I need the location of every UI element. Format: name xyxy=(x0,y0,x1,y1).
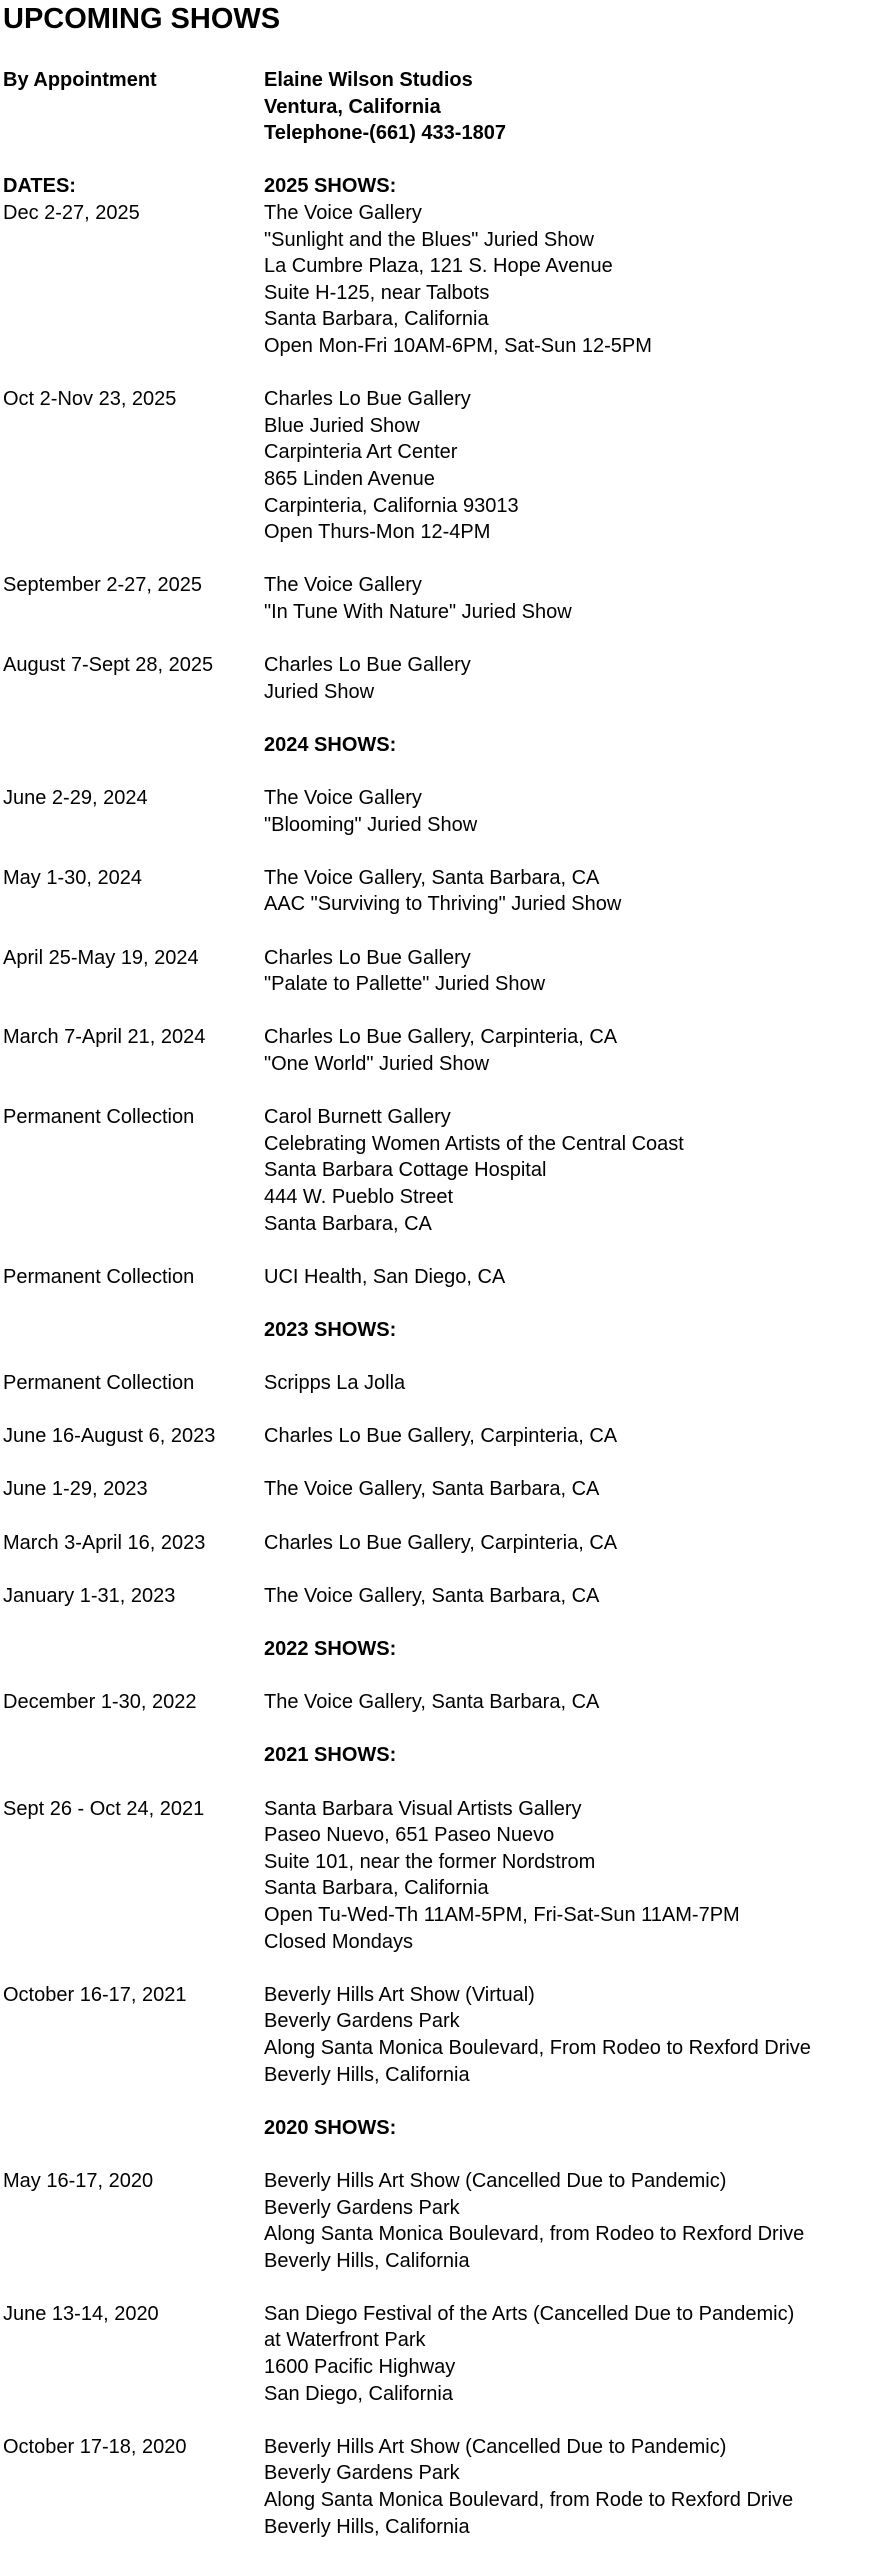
show-entry xyxy=(3,652,873,705)
spacer xyxy=(3,1078,873,1105)
show-entry xyxy=(3,785,873,838)
date-cell: December 1-30, 2022 xyxy=(3,1691,197,1714)
date-cell: September 2-27, 2025 xyxy=(3,574,203,597)
details-cell xyxy=(264,2434,873,2540)
show-entry xyxy=(3,1689,873,1716)
details-cell xyxy=(264,1982,873,2088)
detail-line: Closed Mondays xyxy=(264,1930,413,1953)
detail-line: Paseo Nuevo, 651 Paseo Nuevo xyxy=(264,1824,555,1847)
details-cell xyxy=(264,1370,873,1397)
spacer xyxy=(3,1344,873,1371)
details-cell xyxy=(264,2115,873,2142)
detail-line: Beverly Gardens Park xyxy=(264,2196,460,2219)
show-entry xyxy=(3,2434,873,2540)
date-cell: June 16-August 6, 2023 xyxy=(3,1425,216,1448)
detail-line: Blue Juried Show xyxy=(264,414,420,437)
show-entry xyxy=(3,2168,873,2274)
detail-line: "Sunlight and the Blues" Juried Show xyxy=(264,228,594,251)
contact-line: Telephone-(661) 433-1807 xyxy=(264,122,506,145)
detail-line: The Voice Gallery xyxy=(264,574,422,597)
spacer xyxy=(3,147,873,174)
section-heading-row xyxy=(3,2115,873,2142)
details-cell xyxy=(264,945,873,998)
detail-line: Santa Barbara, California xyxy=(264,1877,489,1900)
detail-line: Charles Lo Bue Gallery xyxy=(264,654,471,677)
spacer xyxy=(3,625,873,652)
spacer xyxy=(3,705,873,732)
detail-line: "Palate to Pallette" Juried Show xyxy=(264,973,546,996)
date-cell: Sept 26 - Oct 24, 2021 xyxy=(3,1797,205,1820)
date-cell: October 16-17, 2021 xyxy=(3,1983,187,2006)
detail-line: Beverly Hills Art Show (Cancelled Due to Pandemic) xyxy=(264,2435,727,2458)
detail-line: at Waterfront Park xyxy=(264,2329,426,2352)
spacer xyxy=(3,2141,873,2168)
date-cell: Permanent Collection xyxy=(3,1106,195,1129)
section-heading-row xyxy=(3,1317,873,1344)
spacer xyxy=(3,2274,873,2301)
detail-line: The Voice Gallery, Santa Barbara, CA xyxy=(264,1478,600,1501)
details-cell xyxy=(264,2168,873,2274)
show-entry xyxy=(3,1024,873,1077)
spacer xyxy=(3,1397,873,1424)
date-cell: January 1-31, 2023 xyxy=(3,1584,176,1607)
spacer xyxy=(3,2407,873,2434)
spacer xyxy=(3,1609,873,1636)
spacer xyxy=(3,838,873,865)
section-heading: 2022 SHOWS: xyxy=(264,1638,397,1661)
detail-line: Charles Lo Bue Gallery, Carpinteria, CA xyxy=(264,1425,618,1448)
detail-line: San Diego, California xyxy=(264,2382,453,2405)
show-entry xyxy=(3,1476,873,1503)
detail-line: Along Santa Monica Boulevard, from Rode to Rexford Drive xyxy=(264,2489,794,2512)
show-entry xyxy=(3,1264,873,1291)
section-heading: 2020 SHOWS: xyxy=(264,2116,397,2139)
spacer xyxy=(3,546,873,573)
details-cell xyxy=(264,652,873,705)
details-cell xyxy=(264,1636,873,1663)
detail-line: Carpinteria, California 93013 xyxy=(264,494,519,517)
show-entry xyxy=(3,386,873,546)
details-cell xyxy=(264,1476,873,1503)
spacer xyxy=(3,1663,873,1690)
detail-line: Juried Show xyxy=(264,680,375,703)
spacer xyxy=(3,2088,873,2115)
section-heading: 2021 SHOWS: xyxy=(264,1744,397,1767)
section-heading: 2023 SHOWS: xyxy=(264,1318,397,1341)
date-cell: August 7-Sept 28, 2025 xyxy=(3,654,214,677)
spacer xyxy=(3,1716,873,1743)
date-cell: Oct 2-Nov 23, 2025 xyxy=(3,388,177,411)
details-cell xyxy=(264,1689,873,1716)
detail-line: "Blooming" Juried Show xyxy=(264,813,478,836)
detail-line: Charles Lo Bue Gallery, Carpinteria, CA xyxy=(264,1531,618,1554)
details-cell xyxy=(264,1024,873,1077)
detail-line: Beverly Gardens Park xyxy=(264,2462,460,2485)
show-entry xyxy=(3,1370,873,1397)
spacer xyxy=(3,998,873,1025)
shows-list xyxy=(3,67,873,2567)
detail-line: The Voice Gallery xyxy=(264,787,422,810)
detail-line: Santa Barbara Cottage Hospital xyxy=(264,1159,547,1182)
details-cell xyxy=(264,200,873,360)
detail-line: Suite 101, near the former Nordstrom xyxy=(264,1850,596,1873)
contact-block xyxy=(3,67,873,147)
section-heading: 2025 SHOWS: xyxy=(264,175,397,198)
show-entry xyxy=(3,1796,873,1956)
details-cell xyxy=(264,173,873,200)
show-entry xyxy=(3,865,873,918)
detail-line: The Voice Gallery, Santa Barbara, CA xyxy=(264,1691,600,1714)
detail-line: "In Tune With Nature" Juried Show xyxy=(264,600,572,623)
spacer xyxy=(3,1769,873,1796)
detail-line: Charles Lo Bue Gallery, Carpinteria, CA xyxy=(264,1026,618,1049)
show-entry xyxy=(3,1423,873,1450)
show-entry xyxy=(3,572,873,625)
detail-line: Beverly Gardens Park xyxy=(264,2010,460,2033)
date-cell: DATES: xyxy=(3,175,76,198)
detail-line: Celebrating Women Artists of the Central Coast xyxy=(264,1132,684,1155)
detail-line: Open Thurs-Mon 12-4PM xyxy=(264,521,491,544)
date-cell: Dec 2-27, 2025 xyxy=(3,201,140,224)
details-cell xyxy=(264,2301,873,2407)
section-heading-row xyxy=(3,1636,873,1663)
date-cell: March 7-April 21, 2024 xyxy=(3,1026,206,1049)
detail-line: Beverly Hills, California xyxy=(264,2515,470,2538)
date-cell: October 17-18, 2020 xyxy=(3,2435,187,2458)
date-cell: Permanent Collection xyxy=(3,1372,195,1395)
details-cell xyxy=(264,1264,873,1291)
detail-line: AAC "Surviving to Thriving" Juried Show xyxy=(264,893,622,916)
details-cell xyxy=(264,572,873,625)
detail-line: Carpinteria Art Center xyxy=(264,441,458,464)
page-title: UPCOMING SHOWS xyxy=(3,3,281,35)
date-cell: May 16-17, 2020 xyxy=(3,2169,154,2192)
detail-line: Carol Burnett Gallery xyxy=(264,1106,451,1129)
details-cell xyxy=(264,1104,873,1237)
details-cell xyxy=(264,1796,873,1956)
details-cell xyxy=(264,865,873,918)
section-heading-row xyxy=(3,1742,873,1769)
spacer xyxy=(3,360,873,387)
show-entry xyxy=(3,1583,873,1610)
date-cell: Permanent Collection xyxy=(3,1265,195,1288)
date-cell: May 1-30, 2024 xyxy=(3,866,142,889)
details-cell xyxy=(264,1423,873,1450)
detail-line: Beverly Hills, California xyxy=(264,2063,470,2086)
show-entry xyxy=(3,200,873,360)
contact-line: Ventura, California xyxy=(264,95,441,118)
show-entry xyxy=(3,1982,873,2088)
spacer xyxy=(3,1237,873,1264)
detail-line: Along Santa Monica Boulevard, from Rodeo to Rexford Drive xyxy=(264,2223,805,2246)
details-cell xyxy=(264,1583,873,1610)
detail-line: Suite H-125, near Talbots xyxy=(264,281,490,304)
date-cell: June 2-29, 2024 xyxy=(3,787,148,810)
details-cell xyxy=(264,732,873,759)
spacer xyxy=(3,918,873,945)
details-cell xyxy=(264,1530,873,1557)
date-cell: April 25-May 19, 2024 xyxy=(3,946,199,969)
show-entry xyxy=(3,2301,873,2407)
details-cell xyxy=(264,1317,873,1344)
section-heading: 2024 SHOWS: xyxy=(264,733,397,756)
detail-line: La Cumbre Plaza, 121 S. Hope Avenue xyxy=(264,255,613,278)
spacer xyxy=(3,1556,873,1583)
section-heading-row xyxy=(3,732,873,759)
spacer xyxy=(3,1503,873,1530)
spacer xyxy=(3,1955,873,1982)
detail-line: 444 W. Pueblo Street xyxy=(264,1185,454,1208)
date-cell: June 13-14, 2020 xyxy=(3,2302,159,2325)
detail-line: The Voice Gallery, Santa Barbara, CA xyxy=(264,1584,600,1607)
detail-line: Santa Barbara, CA xyxy=(264,1212,432,1235)
spacer xyxy=(3,758,873,785)
show-entry xyxy=(3,1530,873,1557)
spacer xyxy=(3,1450,873,1477)
detail-line: Along Santa Monica Boulevard, From Rodeo to Rexford Drive xyxy=(264,2036,811,2059)
details-cell xyxy=(264,1742,873,1769)
detail-line: Charles Lo Bue Gallery xyxy=(264,388,471,411)
detail-line: Beverly Hills, California xyxy=(264,2249,470,2272)
date-cell: March 3-April 16, 2023 xyxy=(3,1531,206,1554)
detail-line: Open Mon-Fri 10AM-6PM, Sat-Sun 12-5PM xyxy=(264,334,652,357)
details-cell xyxy=(264,386,873,546)
detail-line: San Diego Festival of the Arts (Cancelled Due to Pandemic) xyxy=(264,2302,795,2325)
detail-line: 1600 Pacific Highway xyxy=(264,2356,456,2379)
detail-line: Charles Lo Bue Gallery xyxy=(264,946,471,969)
date-cell: June 1-29, 2023 xyxy=(3,1478,148,1501)
detail-line: UCI Health, San Diego, CA xyxy=(264,1265,506,1288)
contact-line: Elaine Wilson Studios xyxy=(264,69,473,91)
detail-line: Santa Barbara Visual Artists Gallery xyxy=(264,1797,582,1820)
show-entry xyxy=(3,945,873,998)
details-cell xyxy=(264,785,873,838)
date-cell: By Appointment xyxy=(3,69,157,91)
spacer xyxy=(3,2540,873,2567)
details-cell xyxy=(264,67,873,147)
detail-line: The Voice Gallery, Santa Barbara, CA xyxy=(264,866,600,889)
detail-line: Open Tu-Wed-Th 11AM-5PM, Fri-Sat-Sun 11AM-7PM xyxy=(264,1903,740,1926)
spacer xyxy=(3,1290,873,1317)
detail-line: 865 Linden Avenue xyxy=(264,467,435,490)
detail-line: Scripps La Jolla xyxy=(264,1372,406,1395)
show-entry xyxy=(3,1104,873,1237)
detail-line: "One World" Juried Show xyxy=(264,1052,490,1075)
detail-line: Beverly Hills Art Show (Virtual) xyxy=(264,1983,535,2006)
detail-line: Santa Barbara, California xyxy=(264,308,489,331)
detail-line: Beverly Hills Art Show (Cancelled Due to Pandemic) xyxy=(264,2169,727,2192)
detail-line: The Voice Gallery xyxy=(264,201,422,224)
section-heading-row xyxy=(3,173,873,200)
